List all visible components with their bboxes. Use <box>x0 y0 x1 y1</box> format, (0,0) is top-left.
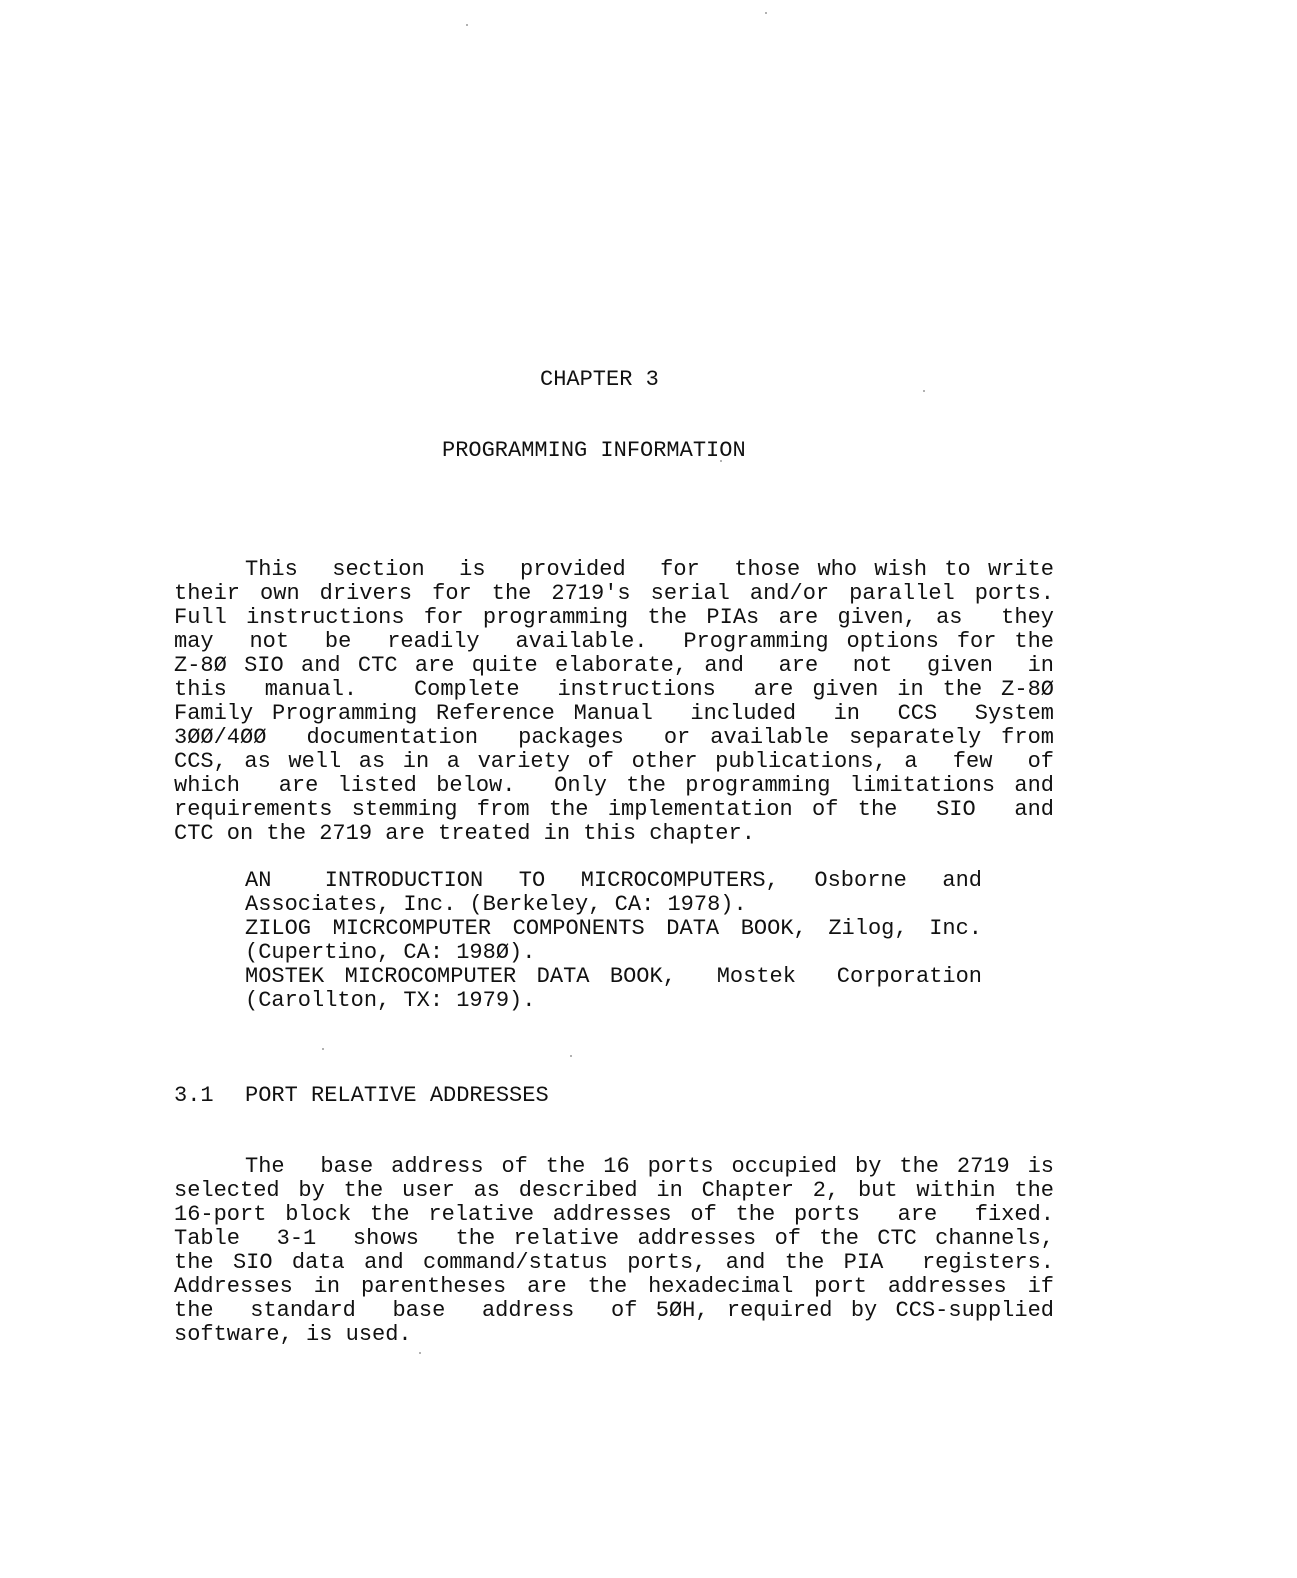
paragraph-line: requirements stemming from the implementation of the SIO and <box>174 797 1054 822</box>
scan-speck <box>322 1048 324 1050</box>
scan-speck <box>923 390 925 392</box>
section-title: PORT RELATIVE ADDRESSES <box>245 1083 549 1108</box>
scan-speck <box>466 24 468 26</box>
paragraph-line: CCS, as well as in a variety of other publications, a few of <box>174 749 1054 774</box>
reference-line: MOSTEK MICROCOMPUTER DATA BOOK, Mostek Corporation <box>245 964 982 989</box>
section-number: 3.1 <box>174 1083 214 1108</box>
paragraph-line: The base address of the 16 ports occupied by the 2719 is <box>245 1154 1054 1179</box>
paragraph-line: may not be readily available. Programming options for the <box>174 629 1054 654</box>
paragraph-line: 16-port block the relative addresses of the ports are fixed. <box>174 1202 1054 1227</box>
paragraph-line: their own drivers for the 2719's serial and/or parallel ports. <box>174 581 1054 606</box>
scan-speck <box>765 12 767 14</box>
paragraph-line: the standard base address of 5ØH, required by CCS-supplied <box>174 1298 1054 1323</box>
reference-line: (Carollton, TX: 1979). <box>245 988 536 1013</box>
paragraph-line: Full instructions for programming the PIAs are given, as they <box>174 605 1054 630</box>
paragraph-line: CTC on the 2719 are treated in this chapter. <box>174 821 755 846</box>
chapter-label: CHAPTER 3 <box>540 367 659 392</box>
paragraph-line: Family Programming Reference Manual included in CCS System <box>174 701 1054 726</box>
paragraph-line: this manual. Complete instructions are given in the Z-8Ø <box>174 677 1054 702</box>
reference-line: AN INTRODUCTION TO MICROCOMPUTERS, Osborne and <box>245 868 982 893</box>
paragraph-line: selected by the user as described in Chapter 2, but within the <box>174 1178 1054 1203</box>
paragraph-line: Addresses in parentheses are the hexadecimal port addresses if <box>174 1274 1054 1299</box>
paragraph-line: the SIO data and command/status ports, and the PIA registers. <box>174 1250 1054 1275</box>
paragraph-line: Z-8Ø SIO and CTC are quite elaborate, and are not given in <box>174 653 1054 678</box>
scan-speck <box>419 1352 421 1354</box>
scan-speck <box>570 1055 572 1057</box>
paragraph-line: This section is provided for those who wish to write <box>245 557 1054 582</box>
reference-line: ZILOG MICRCOMPUTER COMPONENTS DATA BOOK, Zilog, Inc. <box>245 916 982 941</box>
paragraph-line: which are listed below. Only the programming limitations and <box>174 773 1054 798</box>
paragraph-line: Table 3-1 shows the relative addresses of the CTC channels, <box>174 1226 1054 1251</box>
paragraph-line: software, is used. <box>174 1322 412 1347</box>
reference-line: Associates, Inc. (Berkeley, CA: 1978). <box>245 892 747 917</box>
reference-line: (Cupertino, CA: 198Ø). <box>245 940 536 965</box>
chapter-title: PROGRAMMING INFORMATION <box>442 438 746 463</box>
paragraph-line: 3ØØ/4ØØ documentation packages or available separately from <box>174 725 1054 750</box>
